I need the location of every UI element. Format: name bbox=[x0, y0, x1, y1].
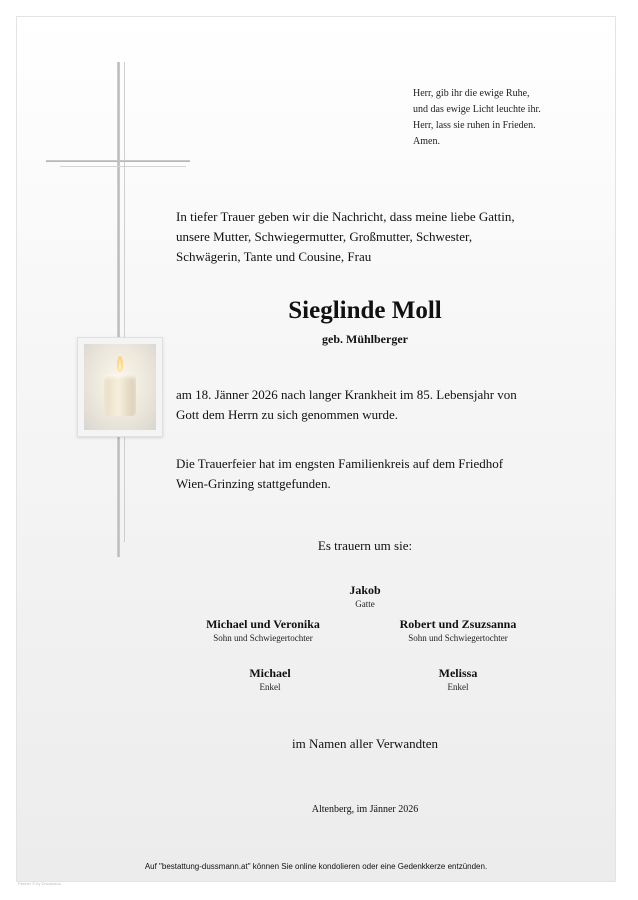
mourning-heading: Es trauern um sie: bbox=[317, 538, 413, 553]
mourner-name: Melissa bbox=[438, 666, 478, 680]
relatives-line: im Namen aller Verwandten bbox=[292, 736, 438, 751]
candle-icon bbox=[104, 374, 136, 416]
funeral-notice bbox=[176, 454, 596, 494]
mourner-relation: Sohn und Schwiegertochter bbox=[213, 633, 313, 643]
print-credit: Partner © by Druckhaus bbox=[18, 881, 61, 886]
cross-vertical-beam bbox=[117, 62, 120, 557]
candle-image bbox=[77, 337, 163, 437]
intro-line: Schwägerin, Tante und Cousine, Frau bbox=[176, 249, 372, 264]
announcement-intro bbox=[176, 207, 596, 267]
maiden-name: geb. Mühlberger bbox=[322, 332, 408, 346]
intro-line: unsere Mutter, Schwiegermutter, Großmutter, Schwester, bbox=[176, 229, 473, 244]
prayer-line: Herr, lass sie ruhen in Frieden. bbox=[413, 120, 536, 131]
mourner-relation: Enkel bbox=[447, 682, 469, 692]
mourner-grandchild-1 bbox=[170, 665, 370, 693]
death-line: am 18. Jänner 2026 nach langer Krankheit im 85. Lebensjahr von bbox=[176, 387, 517, 402]
prayer-line: Amen. bbox=[413, 136, 440, 147]
mourner-relation: Gatte bbox=[355, 599, 375, 609]
mourner-name: Robert und Zsuzsanna bbox=[399, 617, 517, 631]
candle-flame-icon bbox=[117, 356, 123, 372]
intro-line: In tiefer Trauer geben wir die Nachricht, dass meine liebe Gattin, bbox=[176, 209, 515, 224]
mourner-son-2 bbox=[358, 616, 558, 644]
mourner-name: Michael und Veronika bbox=[206, 617, 320, 631]
mourner-son-1 bbox=[163, 616, 363, 644]
funeral-line: Die Trauerfeier hat im engsten Familienkreis auf dem Friedhof bbox=[176, 456, 504, 471]
death-notice bbox=[176, 385, 596, 425]
condolence-footer: Auf "bestattung-dussmann.at" können Sie online kondolieren oder eine Gedenkkerze entzünden. bbox=[144, 862, 488, 871]
prayer-line: Herr, gib ihr die ewige Ruhe, bbox=[413, 88, 530, 99]
deceased-name: Sieglinde Moll bbox=[288, 297, 442, 324]
cross-vertical-shadow bbox=[124, 62, 125, 542]
mourner-relation: Enkel bbox=[259, 682, 281, 692]
candle-background bbox=[84, 344, 156, 430]
cross-horizontal-shadow bbox=[60, 166, 186, 167]
death-line: Gott dem Herrn zu sich genommen wurde. bbox=[176, 407, 399, 422]
mourner-name: Jakob bbox=[349, 583, 381, 597]
prayer-line: und das ewige Licht leuchte ihr. bbox=[413, 104, 541, 115]
place-and-date: Altenberg, im Jänner 2026 bbox=[311, 804, 419, 815]
mourner-spouse bbox=[265, 582, 465, 610]
mourner-grandchild-2 bbox=[358, 665, 558, 693]
mourner-name: Michael bbox=[249, 666, 291, 680]
mourner-relation: Sohn und Schwiegertochter bbox=[408, 633, 508, 643]
funeral-line: Wien-Grinzing stattgefunden. bbox=[176, 476, 331, 491]
prayer-verse bbox=[413, 86, 613, 150]
cross-horizontal-beam bbox=[46, 160, 190, 162]
